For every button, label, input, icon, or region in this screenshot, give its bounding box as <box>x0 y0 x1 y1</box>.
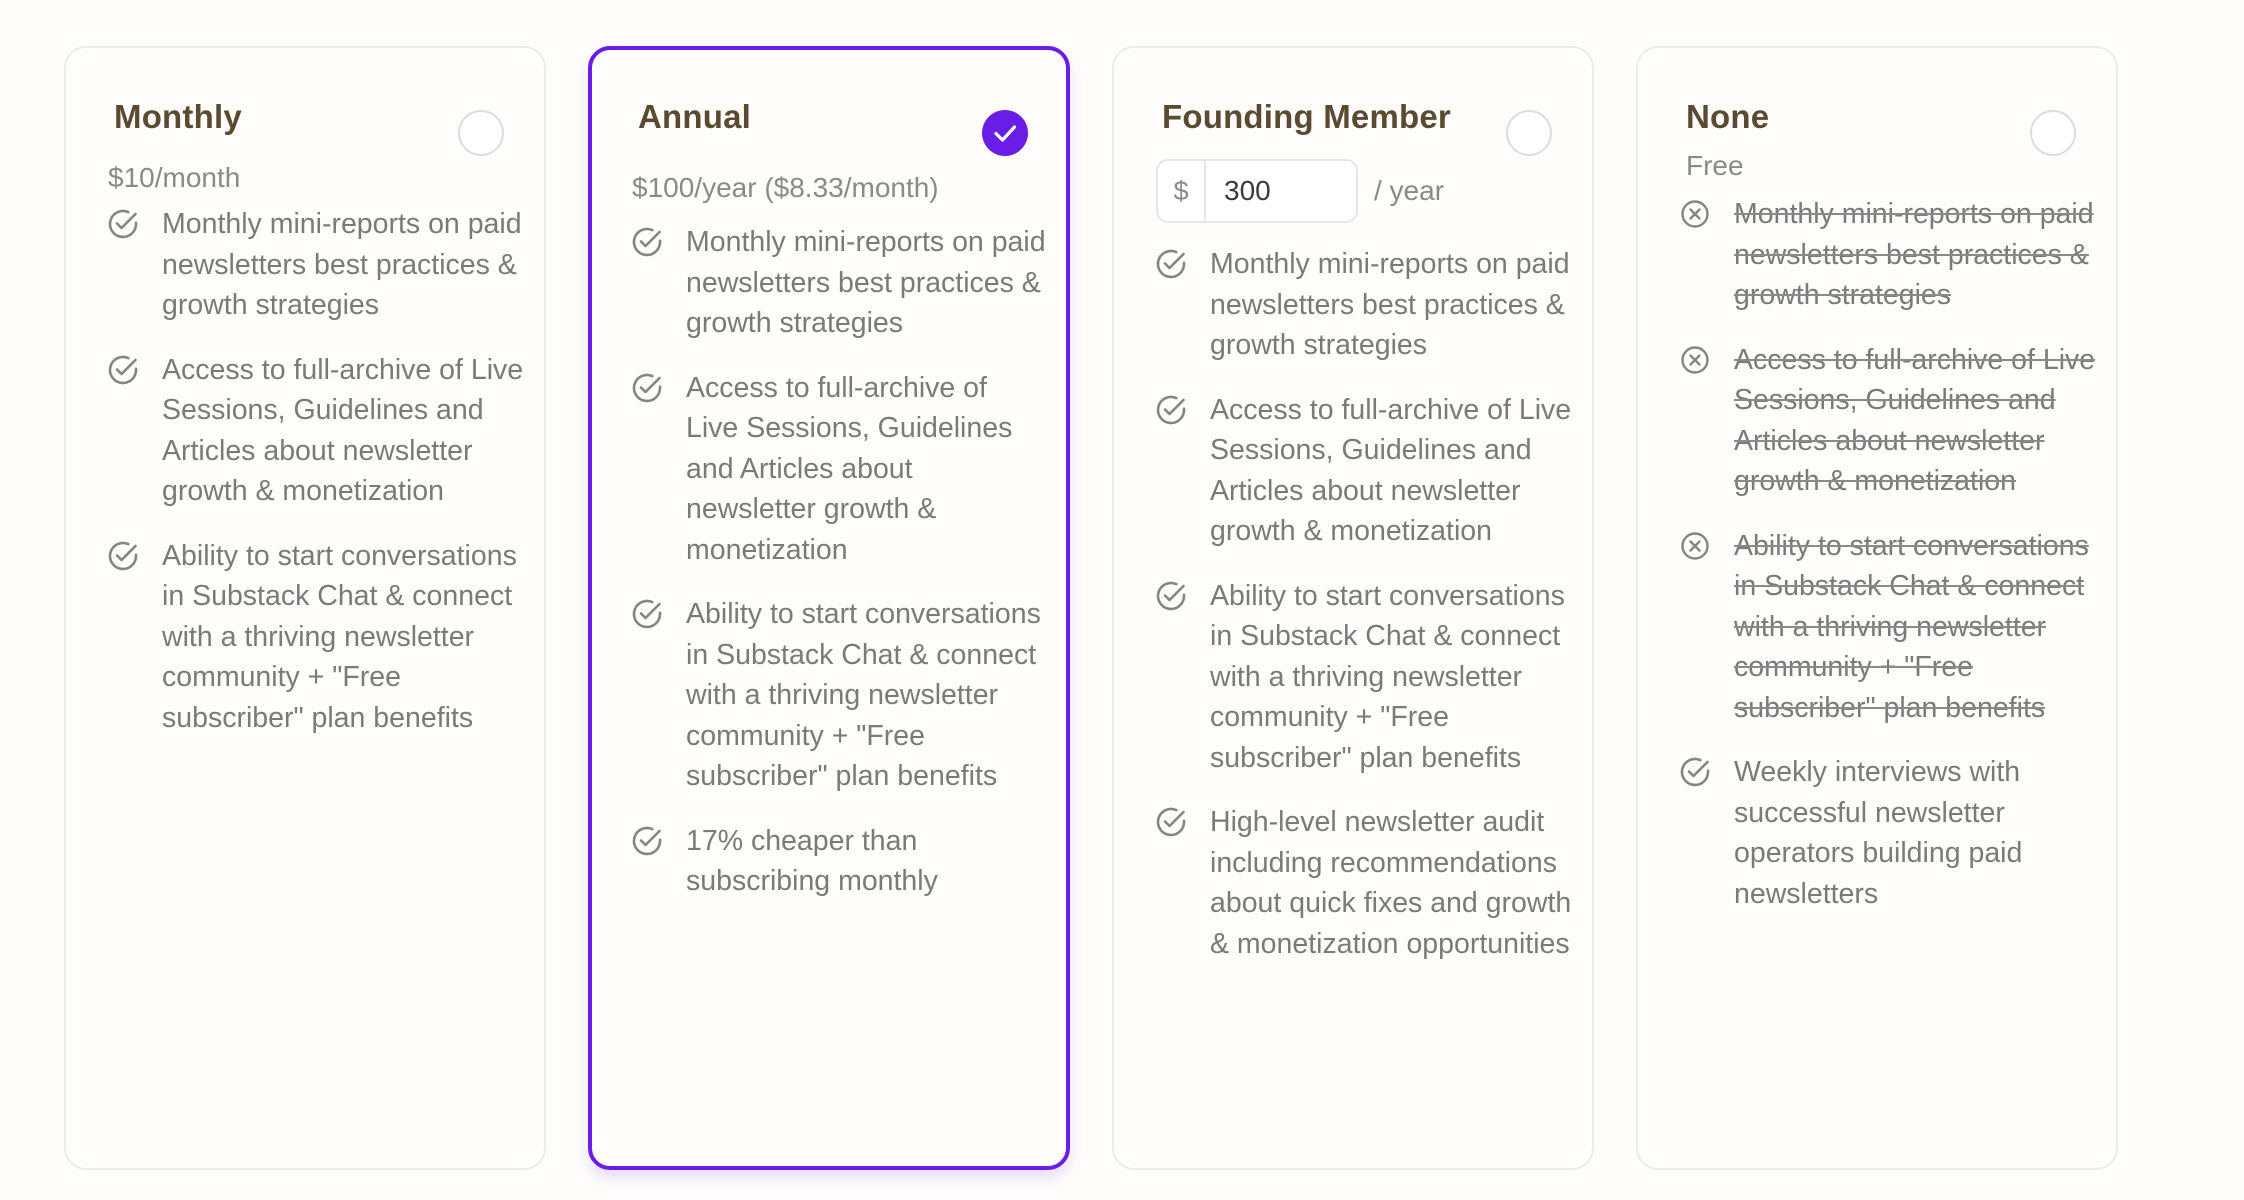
plan-card-annual[interactable] <box>588 46 1070 1170</box>
plan-price: $100/year ($8.33/month) <box>632 172 939 203</box>
feature-list <box>1154 244 1572 988</box>
plan-radio-monthly[interactable] <box>458 110 504 156</box>
plan-price: Free <box>1686 150 1744 181</box>
feature-item <box>630 821 1046 902</box>
feature-item <box>1678 526 2096 729</box>
price-period: / year <box>1374 175 1445 206</box>
feature-text: Access to full-archive of Live Sessions, Guidelines and Articles about newsletter growth & monetization <box>1210 393 1572 547</box>
feature-text: Ability to start conversations in Substack Chat & connect with a thriving newsletter community + "Free subscriber" plan benefits <box>686 598 1041 792</box>
plan-name: Annual <box>638 98 752 135</box>
check-circle-icon <box>630 225 664 259</box>
check-circle-icon <box>106 539 140 573</box>
feature-item <box>630 368 1046 571</box>
check-circle-icon <box>630 597 664 631</box>
x-circle-icon <box>1678 197 1712 231</box>
feature-text: High-level newsletter audit including recommendations about quick fixes and growth & monetization opportunities <box>1210 806 1572 960</box>
x-circle-icon <box>1678 529 1712 563</box>
custom-price-input[interactable] <box>1206 174 1356 208</box>
check-circle-icon <box>630 371 664 405</box>
x-circle-icon <box>1678 343 1712 377</box>
check-circle-icon <box>1678 755 1712 789</box>
feature-item <box>1678 340 2096 502</box>
currency-symbol: $ <box>1158 161 1206 221</box>
feature-item <box>106 204 524 326</box>
plan-radio-annual[interactable] <box>982 110 1028 156</box>
feature-text: Ability to start conversations in Substack Chat & connect with a thriving newsletter community + "Free subscriber" plan benefits <box>1734 529 2089 724</box>
checkmark-icon <box>982 110 1028 156</box>
feature-item <box>106 536 524 739</box>
check-circle-icon <box>1154 805 1188 839</box>
feature-text: Access to full-archive of Live Sessions, Guidelines and Articles about newsletter growth & monetization <box>686 371 1013 566</box>
feature-text: Ability to start conversations in Substack Chat & connect with a thriving newsletter community + "Free subscriber" plan benefits <box>162 539 517 734</box>
feature-item <box>630 222 1046 344</box>
check-circle-icon <box>1154 247 1188 281</box>
feature-text: Ability to start conversations in Substack Chat & connect with a thriving newsletter community + "Free subscriber" plan benefits <box>1210 579 1565 774</box>
feature-text: 17% cheaper than subscribing monthly <box>686 824 938 897</box>
plan-radio-founding-member[interactable] <box>1506 110 1552 156</box>
check-circle-icon <box>1154 579 1188 613</box>
check-circle-icon <box>106 207 140 241</box>
feature-text: Monthly mini-reports on paid newsletters best practices & growth strategies <box>1734 198 2094 311</box>
feature-item <box>1678 194 2096 316</box>
plan-price: $10/month <box>108 162 241 193</box>
feature-list <box>1678 194 2096 938</box>
plan-card-monthly[interactable] <box>64 46 546 1170</box>
check-circle-icon <box>106 353 140 387</box>
feature-text: Monthly mini-reports on paid newsletters best practices & growth strategies <box>1210 248 1570 361</box>
feature-text: Monthly mini-reports on paid newsletters best practices & growth strategies <box>686 226 1046 339</box>
feature-text: Monthly mini-reports on paid newsletters best practices & growth strategies <box>162 208 522 321</box>
feature-item <box>1154 576 1572 779</box>
feature-list <box>106 204 524 762</box>
feature-text: Weekly interviews with successful newsletter operators building paid newsletters <box>1734 756 2023 910</box>
plan-name: Founding Member <box>1162 98 1451 135</box>
feature-item <box>1154 390 1572 552</box>
custom-price-row <box>1156 158 1444 224</box>
feature-text: Access to full-archive of Live Sessions, Guidelines and Articles about newsletter growth & monetization <box>162 353 524 507</box>
feature-list <box>630 222 1046 926</box>
plan-name: Monthly <box>114 98 242 135</box>
plan-card-none[interactable] <box>1636 46 2118 1170</box>
plan-card-founding-member[interactable] <box>1112 46 1594 1170</box>
check-circle-icon <box>630 824 664 858</box>
feature-text: Access to full-archive of Live Sessions, Guidelines and Articles about newsletter growth & monetization <box>1734 343 2096 497</box>
feature-item <box>106 350 524 512</box>
check-circle-icon <box>1154 393 1188 427</box>
custom-price-field[interactable] <box>1156 159 1358 223</box>
feature-item <box>1154 244 1572 366</box>
feature-item <box>630 594 1046 797</box>
plan-name: None <box>1686 98 1770 135</box>
feature-item <box>1678 752 2096 914</box>
plan-radio-none[interactable] <box>2030 110 2076 156</box>
feature-item <box>1154 802 1572 964</box>
subscription-plans <box>64 46 2130 1172</box>
